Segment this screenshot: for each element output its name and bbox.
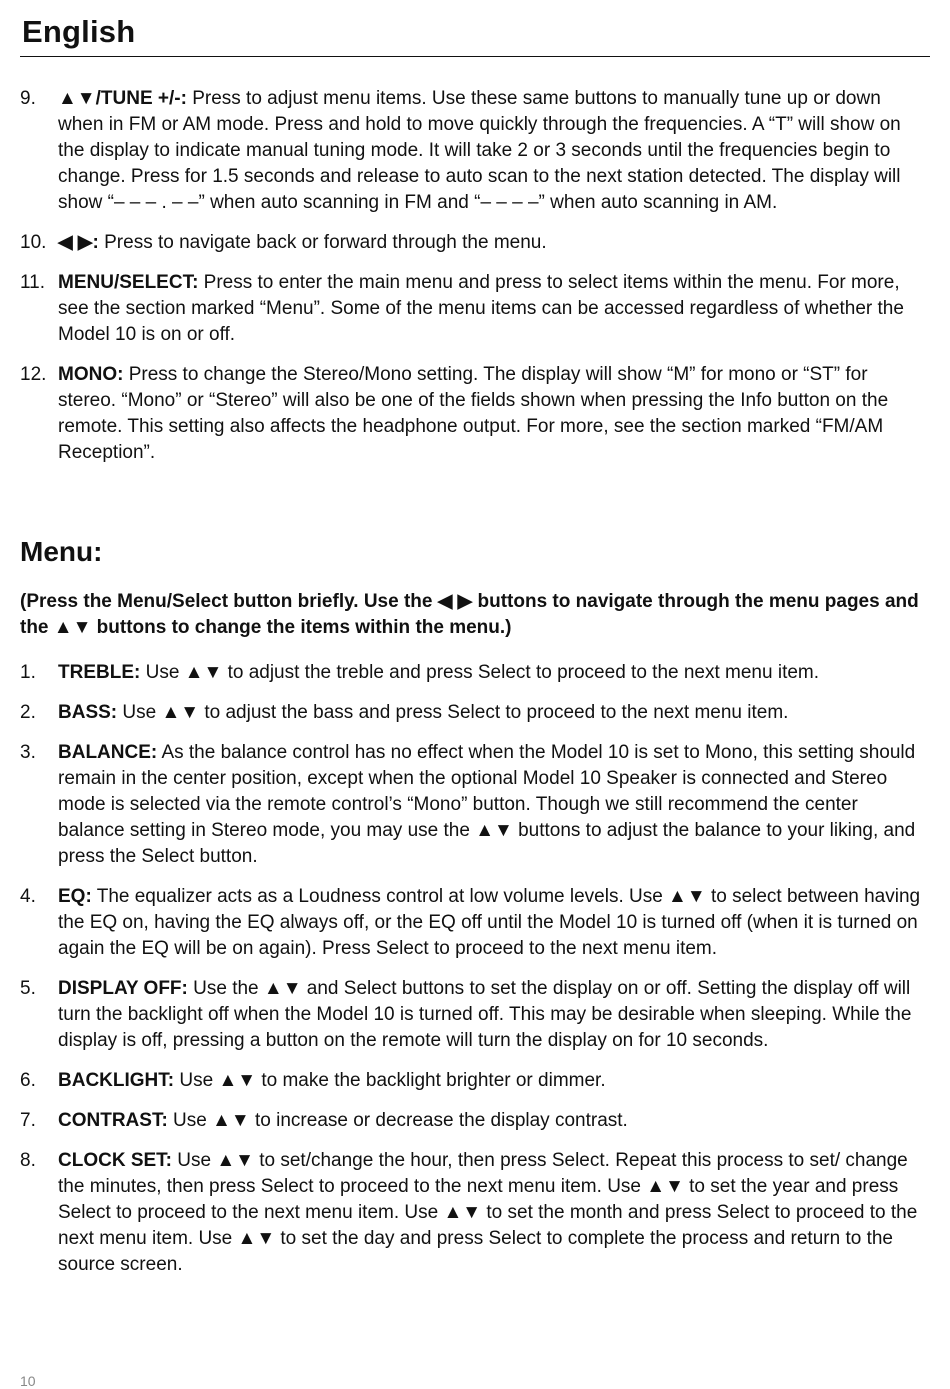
item-text: Use ▲▼ to set/change the hour, then press Select. Repeat this process to set/ change the minutes, then press Select to proceed to the next menu item. Use ▲▼ to set the year and press Select to proceed to the next menu item. Use ▲▼ to set the month and press Select to proceed to the next menu item. Use ▲▼ to set the day and press Select to complete the process and return to the source screen.	[58, 1150, 918, 1275]
item-text: Use ▲▼ to increase or decrease the display contrast.	[167, 1110, 628, 1131]
item-term: BACKLIGHT:	[58, 1070, 175, 1091]
item-term: BASS:	[58, 702, 118, 723]
item-number: 5.	[20, 978, 36, 999]
list-item	[20, 976, 925, 1054]
item-term: EQ:	[58, 886, 92, 907]
item-number: 8.	[20, 1150, 36, 1171]
item-text: Use ▲▼ to adjust the treble and press Select to proceed to the next menu item.	[140, 662, 820, 683]
item-text: Press to enter the main menu and press to select items within the menu. For more, see the section marked “Menu”. Some of the menu items can be accessed regardless of whether the Model 10 is on or off.	[58, 272, 904, 345]
list-item	[20, 884, 925, 962]
list-item	[20, 660, 925, 686]
item-text: Use ▲▼ to adjust the bass and press Select to proceed to the next menu item.	[117, 702, 789, 723]
item-text: Use the ▲▼ and Select buttons to set the display on or off. Setting the display off will turn the backlight off when the Model 10 is turned off. This may be desirable when sleeping. While the display is off, pressing a button on the remote will turn the display on for 10 seconds.	[58, 978, 912, 1051]
item-number: 7.	[20, 1110, 36, 1131]
item-number: 6.	[20, 1070, 36, 1091]
list-item	[20, 700, 925, 726]
item-number: 4.	[20, 886, 36, 907]
item-number: 1.	[20, 662, 36, 683]
item-term: CONTRAST:	[58, 1110, 168, 1131]
heading-divider	[20, 56, 930, 57]
item-number: 3.	[20, 742, 36, 763]
page-heading: English	[22, 14, 136, 49]
item-term: MONO:	[58, 364, 124, 385]
item-text: The equalizer acts as a Loudness control at low volume levels. Use ▲▼ to select between having the EQ on, having the EQ always off, or the EQ off until the Model 10 is turned off (when it is turned on again the EQ will be on again). Press Select to proceed to the next menu item.	[58, 886, 921, 959]
item-text: Press to adjust menu items. Use these same buttons to manually tune up or down when in FM or AM mode. Press and hold to move quickly through the frequencies. A “T” will show on the display to indicate manual tuning mode. It will take 2 or 3 seconds until the frequencies begin to change. Press for 1.5 seconds and release to auto scan to the next station detected. The display will show “– – – . – –” when auto scanning in FM and “– – – –” when auto scanning in AM.	[58, 88, 901, 213]
item-term: ◀ ▶:	[58, 232, 99, 253]
item-text: Use ▲▼ to make the backlight brighter or dimmer.	[174, 1070, 606, 1091]
menu-items-list	[20, 660, 925, 1292]
menu-heading: Menu:	[20, 536, 103, 567]
list-item	[20, 270, 925, 348]
list-item	[20, 86, 925, 216]
item-term: DISPLAY OFF:	[58, 978, 188, 999]
item-number: 2.	[20, 702, 36, 723]
list-item	[20, 362, 925, 466]
item-term: MENU/SELECT:	[58, 272, 199, 293]
item-text: Press to navigate back or forward through the menu.	[98, 232, 547, 253]
menu-intro: (Press the Menu/Select button briefly. Use the ◀ ▶ buttons to navigate through the menu pages and the ▲▼ buttons to change the items within the menu.)	[20, 591, 919, 638]
item-number: 10.	[20, 232, 47, 253]
list-item	[20, 1108, 925, 1134]
list-item	[20, 230, 925, 256]
item-term: BALANCE:	[58, 742, 158, 763]
item-text: As the balance control has no effect when the Model 10 is set to Mono, this setting should remain in the center position, except when the optional Model 10 Speaker is connected and Stereo mode is selected via the remote control’s “Mono” button. Though we still recommend the center balance setting in Stereo mode, you may use the ▲▼ buttons to adjust the balance to your liking, and press the Select button.	[58, 742, 916, 867]
item-text: Press to change the Stereo/Mono setting. The display will show “M” for mono or “ST” for stereo. “Mono” or “Stereo” will also be one of the fields shown when pressing the Info button on the remote. This setting also affects the headphone output. For more, see the section marked “FM/AM Reception”.	[58, 364, 889, 463]
controls-list	[20, 86, 925, 480]
list-item	[20, 1148, 925, 1278]
list-item	[20, 1068, 925, 1094]
item-number: 12.	[20, 364, 47, 385]
item-number: 9.	[20, 88, 36, 109]
item-term: TREBLE:	[58, 662, 141, 683]
item-term: ▲▼/TUNE +/-:	[58, 88, 187, 109]
item-number: 11.	[20, 272, 46, 293]
list-item	[20, 740, 925, 870]
item-term: CLOCK SET:	[58, 1150, 172, 1171]
page-number: 10	[20, 1373, 36, 1389]
